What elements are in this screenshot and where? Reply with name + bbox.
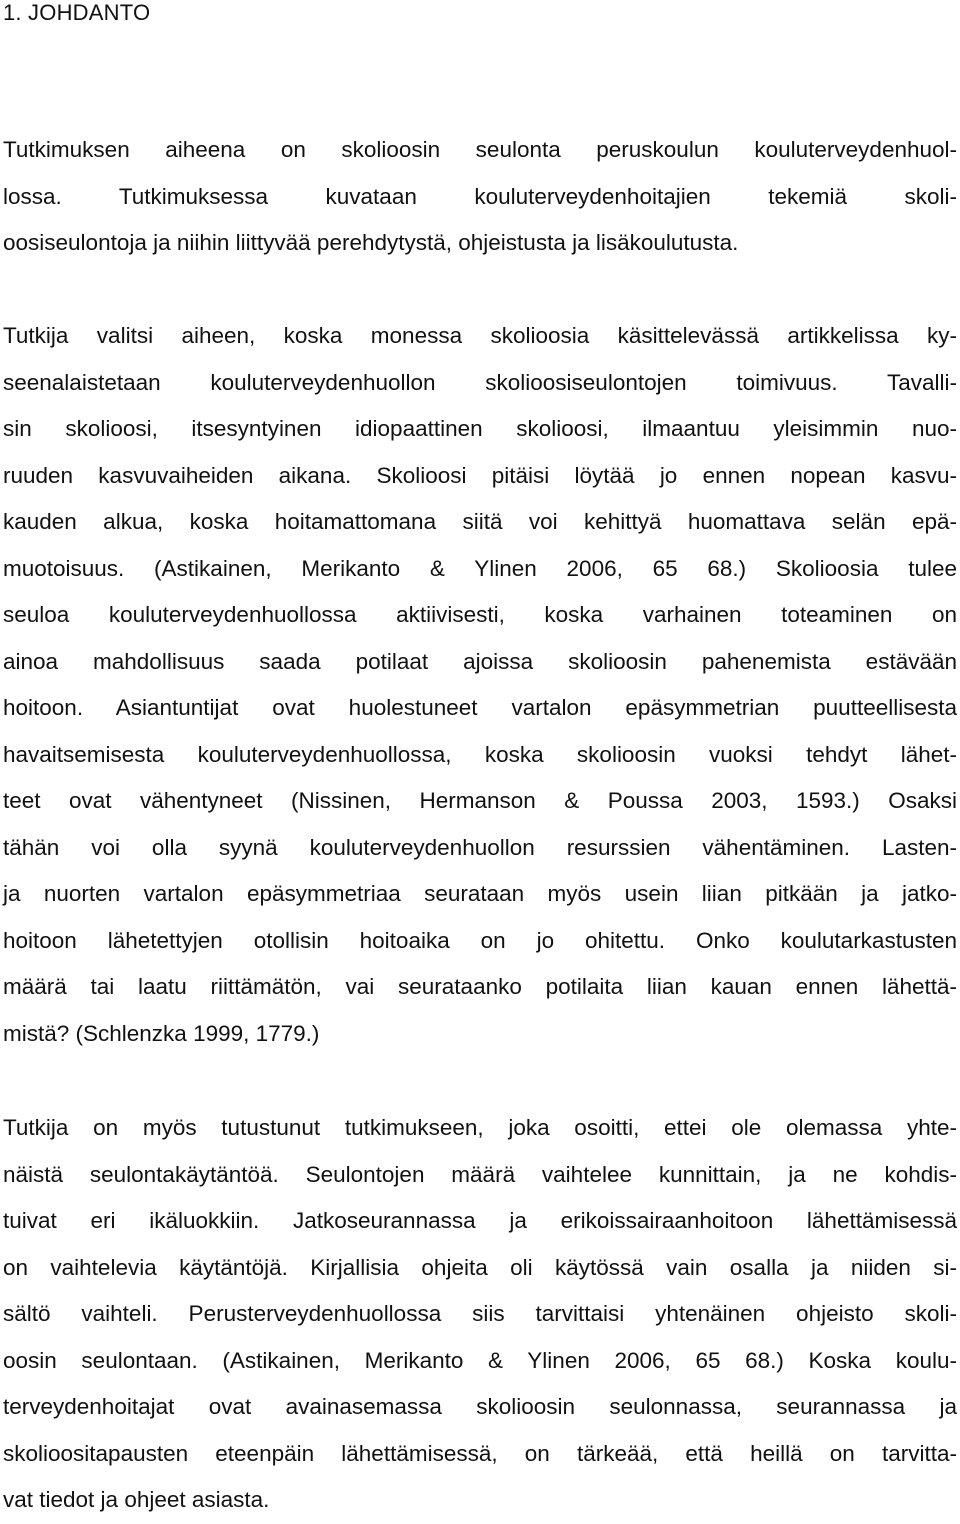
paragraph-line: sältö vaihteli. Perusterveydenhuollossa siis tarvittaisi yhtenäinen ohjeisto skoli- bbox=[3, 1301, 957, 1326]
paragraph-line: seuloa kouluterveydenhuollossa aktiivisesti, koska varhainen toteaminen on bbox=[3, 602, 957, 627]
paragraph-line: Tutkija valitsi aiheen, koska monessa skolioosia käsittelevässä artikkelissa ky- bbox=[3, 323, 957, 348]
document-page bbox=[3, 0, 957, 1512]
paragraph-line: hoitoon lähetettyjen otollisin hoitoaika on jo ohitettu. Onko koulutarkastusten bbox=[3, 927, 957, 953]
paragraph-line: hoitoon. Asiantuntijat ovat huolestuneet vartalon epäsymmetrian puutteellisesta bbox=[3, 695, 957, 720]
paragraph-line: mistä? (Schlenzka 1999, 1779.) bbox=[3, 1020, 320, 1046]
section-heading: 1. JOHDANTO bbox=[3, 0, 151, 25]
paragraph-background bbox=[3, 313, 957, 1057]
paragraph-line: lossa. Tutkimuksessa kuvataan kouluterveydenhoitajien tekemiä skoli- bbox=[3, 183, 957, 209]
paragraph-line: ja nuorten vartalon epäsymmetriaa seurataan myös usein liian pitkään ja jatko- bbox=[3, 881, 957, 906]
paragraph-intro bbox=[3, 127, 957, 267]
paragraph-line: oosiseulontoja ja niihin liittyvää perehdytystä, ohjeistusta ja lisäkoulutusta. bbox=[3, 230, 739, 255]
paragraph-line: ainoa mahdollisuus saada potilaat ajoissa skolioosin pahenemista estävään bbox=[3, 648, 957, 674]
paragraph-line: skolioositapausten eteenpäin lähettämisessä, on tärkeää, että heillä on tarvitta- bbox=[3, 1440, 957, 1466]
paragraph-line: tuivat eri ikäluokkiin. Jatkoseurannassa ja erikoissairaanhoitoon lähettämisessä bbox=[3, 1208, 957, 1233]
paragraph-line: Tutkija on myös tutustunut tutkimukseen, joka osoitti, ettei ole olemassa yhte- bbox=[3, 1115, 957, 1140]
paragraph-line: oosin seulontaan. (Astikainen, Merikanto & Ylinen 2006, 65 68.) Koska koulu- bbox=[3, 1347, 957, 1373]
paragraph-line: määrä tai laatu riittämätön, vai seurataanko potilaita liian kauan ennen lähettä- bbox=[3, 974, 957, 999]
paragraph-line: on vaihtelevia käytäntöjä. Kirjallisia ohjeita oli käytössä vain osalla ja niiden si- bbox=[3, 1254, 957, 1280]
paragraph-line: seenalaistetaan kouluterveydenhuollon skolioosiseulontojen toimivuus. Tavalli- bbox=[3, 369, 957, 395]
paragraph-line: sin skolioosi, itsesyntyinen idiopaattinen skolioosi, ilmaantuu yleisimmin nuo- bbox=[3, 416, 957, 441]
paragraph-line: näistä seulontakäytäntöä. Seulontojen määrä vaihtelee kunnittain, ja ne kohdis- bbox=[3, 1161, 957, 1187]
paragraph-line: muotoisuus. (Astikainen, Merikanto & Ylinen 2006, 65 68.) Skolioosia tulee bbox=[3, 555, 957, 581]
paragraph-line: kauden alkua, koska hoitamattomana siitä voi kehittyä huomattava selän epä- bbox=[3, 509, 957, 534]
paragraph-line: teet ovat vähentyneet (Nissinen, Hermanson & Poussa 2003, 1593.) Osaksi bbox=[3, 788, 957, 813]
paragraph-line: ruuden kasvuvaiheiden aikana. Skolioosi pitäisi löytää jo ennen nopean kasvu- bbox=[3, 462, 957, 488]
paragraph-line: havaitsemisesta kouluterveydenhuollossa, koska skolioosin vuoksi tehdyt lähet- bbox=[3, 741, 957, 767]
paragraph-research bbox=[3, 1105, 957, 1524]
paragraph-line: Tutkimuksen aiheena on skolioosin seulonta peruskoulun kouluterveydenhuol- bbox=[3, 137, 957, 162]
paragraph-line: tähän voi olla syynä kouluterveydenhuollon resurssien vähentäminen. Lasten- bbox=[3, 834, 957, 860]
paragraph-line: terveydenhoitajat ovat avainasemassa skolioosin seulonnassa, seurannassa ja bbox=[3, 1394, 957, 1419]
paragraph-line: vat tiedot ja ohjeet asiasta. bbox=[3, 1487, 270, 1512]
